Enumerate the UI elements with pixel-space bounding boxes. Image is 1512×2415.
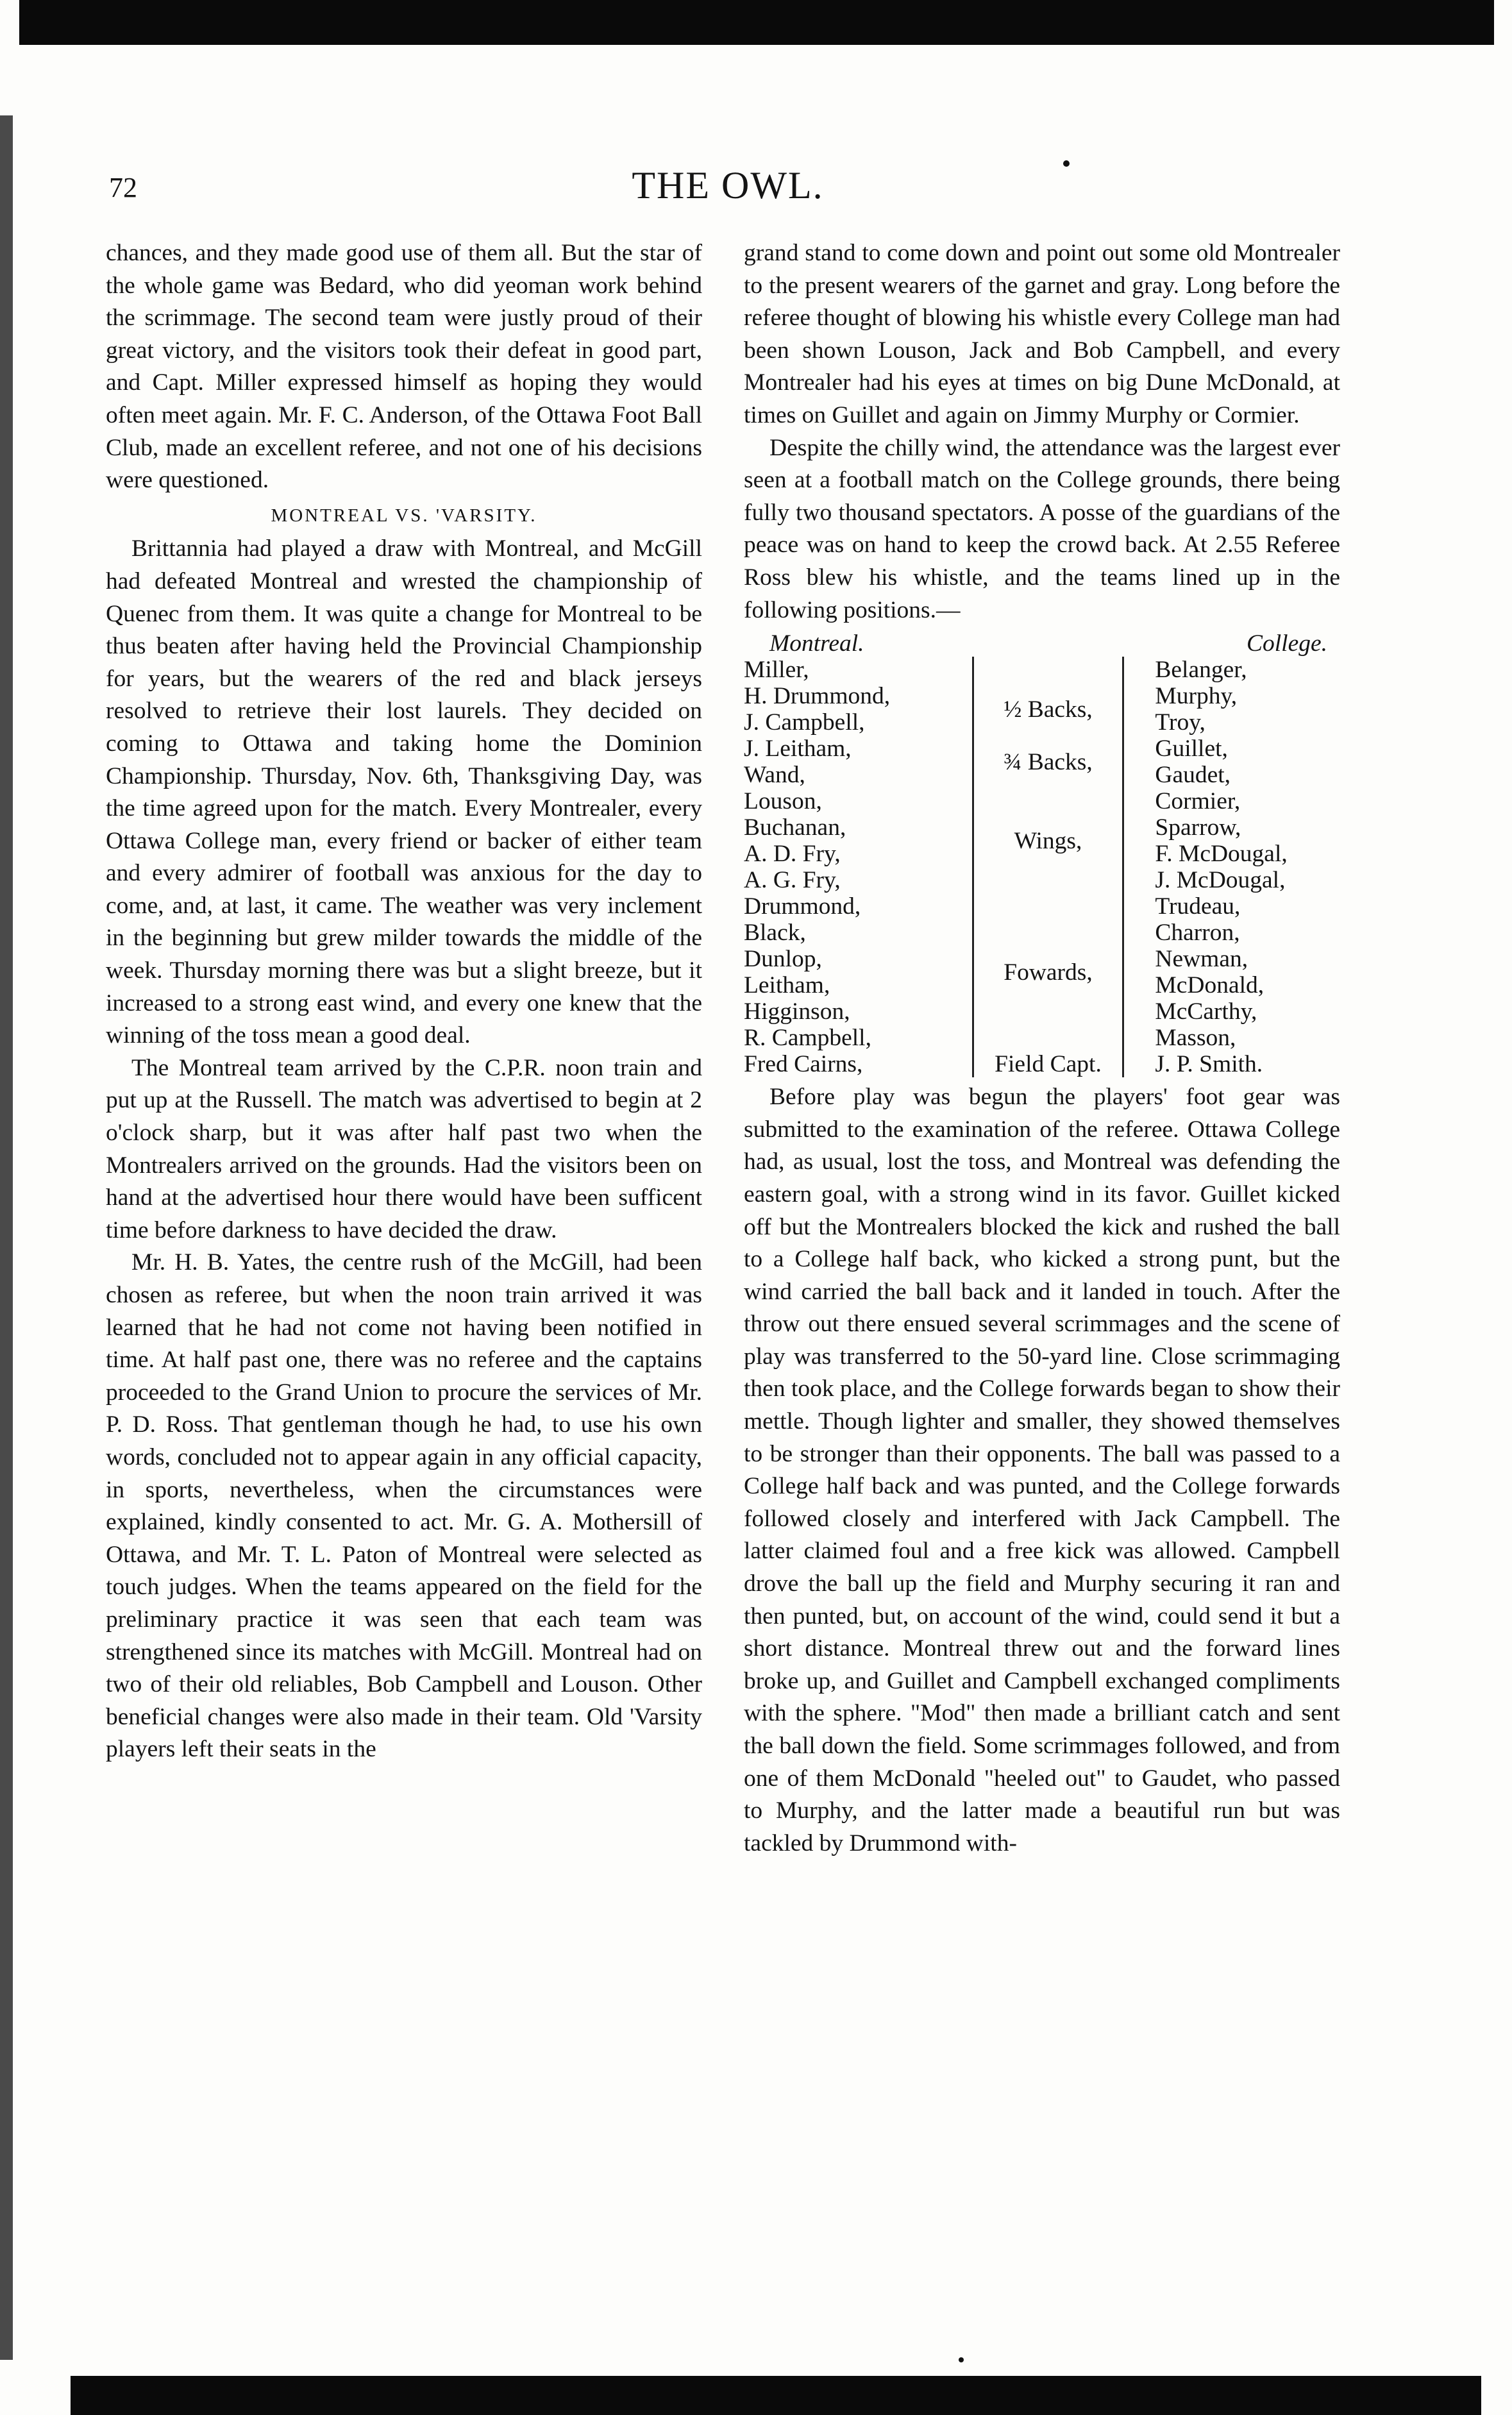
lineup-college-player: Newman,: [1155, 946, 1248, 973]
page-header: [109, 164, 1347, 215]
lineup-bracket: [946, 657, 973, 683]
lineup-college-player: Trudeau,: [1155, 893, 1241, 920]
lineup-heading-college: College.: [1246, 630, 1327, 657]
lineup-college-player: F. McDougal,: [1155, 841, 1288, 868]
lineup-college-player: Masson,: [1155, 1025, 1236, 1052]
scan-bottom-border: [71, 2376, 1481, 2415]
lineup-montreal-player: Wand,: [744, 762, 805, 789]
left-column: [106, 237, 702, 1766]
lineup-row: [744, 893, 1340, 920]
paragraph: chances, and they made good use of them all. But the star of the whole game was Bedard, who did yeoman work behind the scrimmage. The second team were justly proud of their great victory, and the visitors took their defeat in good part, and Capt. Miller expressed himself as hoping they would often meet again. Mr. F. C. Anderson, of the Ottawa Foot Ball Club, made an excellent referee, and not one of his decisions were questioned.: [106, 240, 702, 494]
lineup-college-player: Troy,: [1155, 709, 1205, 736]
lineup-college-player: J. P. Smith.: [1155, 1051, 1263, 1078]
lineup-college-player: Cormier,: [1155, 788, 1241, 815]
lineup-row: [744, 683, 1340, 709]
lineup-college-player: McDonald,: [1155, 972, 1264, 999]
lineup-bracket: [1123, 893, 1150, 1051]
lineup-college-player: Gaudet,: [1155, 762, 1231, 789]
lineup-row: [744, 1051, 1340, 1077]
paragraph: Before play was begun the players' foot gear was submitted to the examination of the referee. Ottawa College had, as usual, lost the toss, and Montreal was defending the eastern goal, with a strong wind in its favor. Guillet kicked off but the Montrealers blocked the kick and rushed the ball to a College half back, who kicked a strong punt, but the wind carried the ball back and it landed in touch. After the throw out there ensued several scrimmages and the scene of play was transferred to the 50-yard line. Close scrimmaging then took place, and the College forwards began to show their mettle. Though lighter and smaller, they showed themselves to be stronger than their opponents. The ball was passed to a College half back and was punted, and the College forwards followed closely and interfered with Jack Campbell. The latter claimed foul and a free kick was allowed. Campbell drove the ball up the field and Murphy securing it ran and then punted, but, on account of the wind, could send it but a short distance. Montreal threw out and the forward lines broke up, and Guillet and Campbell exchanged compliments with the sphere. "Mod" then made a brilliant catch and sent the ball down the field. Some scrimmages followed, and from one of them McDonald "heeled out" to Gaudet, who passed to Murphy, and the latter made a beautiful run but was tackled by Drummond with-: [744, 1084, 1340, 1856]
lineup-college-player: Belanger,: [1155, 657, 1247, 684]
lineup-montreal-player: Black,: [744, 920, 806, 947]
lineup-bracket: [946, 736, 973, 788]
print-speck: [959, 2357, 964, 2362]
paragraph: The Montreal team arrived by the C.P.R. noon train and put up at the Russell. The match was advertised to begin at 2 o'clock sharp, but it was after half past two when the Montrealers arrived on the grounds. Had the visitors been on hand at the advertised hour there would have been sufficent time before darkness to have decided the draw.: [106, 1054, 702, 1243]
lineup-montreal-player: Louson,: [744, 788, 822, 815]
lineup-position: Field Capt.: [995, 1051, 1102, 1078]
lineup-bracket: [1123, 736, 1150, 788]
lineup-row: [744, 788, 1340, 814]
lineup-row: [744, 657, 1340, 683]
lineup-college-player: Guillet,: [1155, 736, 1228, 762]
lineup-college-player: Sparrow,: [1155, 814, 1241, 841]
lineup-montreal-player: J. Campbell,: [744, 709, 865, 736]
lineup-montreal-player: J. Leitham,: [744, 736, 852, 762]
lineup-college-player: Murphy,: [1155, 683, 1238, 710]
lineup-montreal-player: Leitham,: [744, 972, 830, 999]
lineup-position: Wings,: [1014, 827, 1082, 854]
lineup-montreal-player: A. G. Fry,: [744, 867, 841, 894]
lineup-montreal-player: Dunlop,: [744, 946, 822, 973]
right-column: [744, 237, 1340, 1860]
lineup-college-player: McCarthy,: [1155, 998, 1257, 1025]
lineup-position: Fowards,: [1004, 959, 1093, 986]
paragraph: grand stand to come down and point out some old Montrealer to the present wearers of the garnet and gray. Long before the referee thought of blowing his whistle every College man had been shown Louson, Jack and Bob Campbell, and every Montrealer had his eyes at times on big Dune McDonald, at times on Guillet and again on Jimmy Murphy or Cormier.: [744, 240, 1340, 428]
scan-top-border: [19, 0, 1494, 45]
running-title: THE OWL.: [632, 164, 824, 206]
lineup-bracket: [1123, 1051, 1150, 1077]
page-number: 72: [109, 172, 137, 203]
lineup-position: ¾ Backs,: [1004, 748, 1093, 775]
lineup-bracket: [946, 893, 973, 1051]
paragraph: Brittannia had played a draw with Montreal, and McGill had defeated Montreal and wrested the championship of Quenec from them. It was quite a change for Montreal to be thus beaten after having held the Provincial Championship for years, but the wearers of the red and black jerseys resolved to retrieve their lost laurels. They decided on coming to Ottawa and taking home the Dominion Championship. Thursday, Nov. 6th, Thanksgiving Day, was the time agreed upon for the match. Every Montrealer, every Ottawa College man, every friend or backer of either team and every admirer of football was anxious for the day to come, and, at last, it came. The weather was very inclement in the beginning but grew milder towards the middle of the week. Thursday morning there was but a slight breeze, but it increased to a strong east wind, and every one knew that the winning of the toss mean a good deal.: [106, 535, 702, 1049]
lineup-bracket: [946, 788, 973, 893]
lineup-row: [744, 736, 1340, 762]
lineup-montreal-player: Fred Cairns,: [744, 1051, 863, 1078]
lineup-montreal-player: Miller,: [744, 657, 809, 684]
lineup-bracket: [1123, 788, 1150, 893]
team-lineup-table: [744, 630, 1340, 1077]
paragraph: Mr. H. B. Yates, the centre rush of the McGill, had been chosen as referee, but when the noon train arrived it was learned that he had not come not having been notified in time. At half past one, there was no referee and the captains proceeded to the Grand Union to procure the services of Mr. P. D. Ross. That gentleman though he had, to use his own words, concluded not to appear again in any official capacity, in sports, nevertheless, when the circumstances were explained, kindly consented to act. Mr. G. A. Mothersill of Ottawa, and Mr. T. L. Paton of Montreal were selected as touch judges. When the teams appeared on the field for the preliminary practice it was seen that each team was strengthened since its matches with McGill. Montreal had on two of their old reliables, Bob Campbell and Louson. Other beneficial changes were also made in their team. Old 'Varsity players left their seats in the: [106, 1249, 702, 1763]
lineup-college-player: Charron,: [1155, 920, 1240, 947]
section-heading: MONTREAL VS. 'VARSITY.: [271, 505, 537, 526]
paragraph: Despite the chilly wind, the attendance was the largest ever seen at a football match on the College grounds, there being fully two thousand spectators. A posse of the guardians of the peace was on hand to keep the crowd back. At 2.55 Referee Ross blew his whistle, and the teams lined up in the following positions.—: [744, 434, 1340, 623]
lineup-montreal-player: Higginson,: [744, 998, 850, 1025]
lineup-montreal-player: Drummond,: [744, 893, 861, 920]
scan-left-edge: [0, 115, 13, 2360]
lineup-heading-montreal: Montreal.: [769, 630, 864, 657]
lineup-montreal-player: H. Drummond,: [744, 683, 891, 710]
lineup-bracket: [1123, 657, 1150, 683]
lineup-montreal-player: Buchanan,: [744, 814, 846, 841]
lineup-position: ½ Backs,: [1004, 696, 1093, 723]
lineup-bracket: [946, 683, 973, 736]
lineup-bracket: [1123, 683, 1150, 736]
lineup-position: [973, 657, 1123, 683]
lineup-bracket: [946, 1051, 973, 1077]
lineup-heading-row: [744, 630, 1340, 657]
lineup-montreal-player: R. Campbell,: [744, 1025, 871, 1052]
print-speck: [1063, 160, 1070, 167]
lineup-college-player: J. McDougal,: [1155, 867, 1286, 894]
lineup-montreal-player: A. D. Fry,: [744, 841, 841, 868]
